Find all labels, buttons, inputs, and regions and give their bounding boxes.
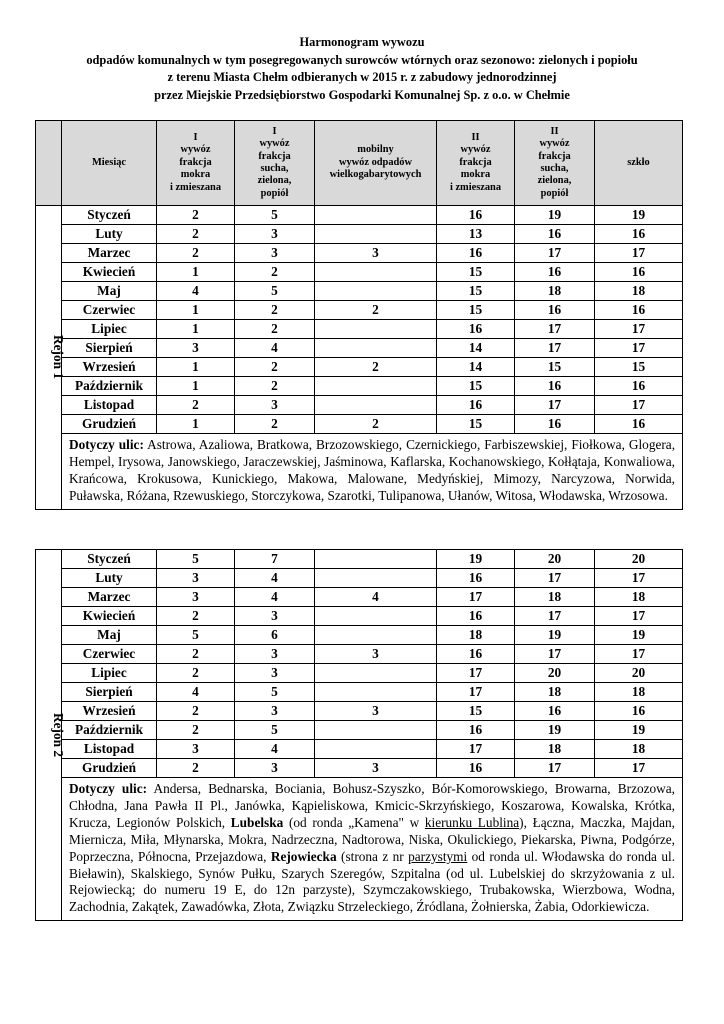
second-dry-cell: 16 <box>515 263 595 282</box>
glass-cell: 20 <box>595 550 683 569</box>
month-cell: Wrzesień <box>62 702 157 721</box>
second-wet-cell: 14 <box>437 339 515 358</box>
month-cell: Listopad <box>62 396 157 415</box>
first-dry-cell: 2 <box>235 263 315 282</box>
glass-cell: 20 <box>595 664 683 683</box>
second-wet-cell: 16 <box>437 569 515 588</box>
first-dry-cell: 6 <box>235 626 315 645</box>
second-dry-cell: 19 <box>515 626 595 645</box>
glass-cell: 17 <box>595 339 683 358</box>
month-cell: Grudzień <box>62 415 157 434</box>
first-wet-cell: 1 <box>157 415 235 434</box>
month-cell: Kwiecień <box>62 607 157 626</box>
column-header-line: zielona, <box>537 175 572 187</box>
table-row <box>36 396 683 415</box>
month-cell: Marzec <box>62 588 157 607</box>
column-header-month: Miesiąc <box>62 121 157 206</box>
second-wet-cell: 16 <box>437 396 515 415</box>
first-wet-cell: 2 <box>157 759 235 778</box>
bulky-cell <box>315 396 437 415</box>
column-header-line: wielkogabarytowych <box>329 169 422 181</box>
first-wet-cell: 1 <box>157 377 235 396</box>
first-wet-cell: 2 <box>157 721 235 740</box>
streets-list-part: (od ronda „Kamena" w <box>288 814 420 830</box>
column-header-line: II <box>550 125 559 137</box>
glass-cell: 17 <box>595 244 683 263</box>
header-blank-cell <box>36 121 62 206</box>
glass-cell: 18 <box>595 588 683 607</box>
second-wet-cell: 15 <box>437 377 515 396</box>
column-header-line: frakcja <box>538 150 571 162</box>
first-dry-cell: 5 <box>235 206 315 225</box>
bulky-cell <box>315 607 437 626</box>
bulky-cell <box>315 626 437 645</box>
second-dry-cell: 16 <box>515 702 595 721</box>
column-header-bulky <box>315 121 437 206</box>
bulky-cell: 2 <box>315 415 437 434</box>
first-wet-cell: 2 <box>157 607 235 626</box>
table-row <box>36 358 683 377</box>
first-wet-cell: 3 <box>157 588 235 607</box>
glass-cell: 19 <box>595 206 683 225</box>
second-wet-cell: 19 <box>437 550 515 569</box>
bulky-cell <box>315 740 437 759</box>
column-header-line: sucha, <box>260 163 289 174</box>
month-cell: Wrzesień <box>62 358 157 377</box>
second-wet-cell: 16 <box>437 607 515 626</box>
bulky-cell <box>315 683 437 702</box>
column-header-line: sucha, <box>540 163 569 174</box>
table-row <box>36 415 683 434</box>
second-dry-cell: 17 <box>515 320 595 339</box>
column-header-line: zielona, <box>257 175 292 187</box>
second-dry-cell: 17 <box>515 607 595 626</box>
first-dry-cell: 3 <box>235 607 315 626</box>
streets-list-part: od ronda ul. Włodawska do ronda ul. Bieławin), Skalskiego, Synów Pułku, Szarych Szeregów, Szpitalna (od ul. Lubelskiej do skrzyżowania z ul. Rejowiecką; do numeru 19 E, do 12n parzyste), Szymczakowskiego, Trubakowska, Wierzbowa, Wodna, Zachodnia, Zakątek, Zawadówka, Złota, Związku Strzeleckiego, Źródlana, Żołnierska, Żabia, Odorkiewicza. <box>69 848 676 915</box>
bulky-cell: 3 <box>315 759 437 778</box>
column-header-line: i zmieszana <box>169 181 222 193</box>
month-cell: Lipiec <box>62 664 157 683</box>
column-header-line: mokra <box>460 169 491 181</box>
streets-row <box>36 778 683 921</box>
month-cell: Luty <box>62 225 157 244</box>
second-dry-cell: 16 <box>515 415 595 434</box>
second-dry-cell: 15 <box>515 358 595 377</box>
first-wet-cell: 3 <box>157 339 235 358</box>
first-dry-cell: 3 <box>235 759 315 778</box>
second-wet-cell: 13 <box>437 225 515 244</box>
table-row <box>36 626 683 645</box>
second-dry-cell: 17 <box>515 396 595 415</box>
table-row <box>36 206 683 225</box>
bulky-cell <box>315 721 437 740</box>
first-wet-cell: 2 <box>157 225 235 244</box>
table-row <box>36 759 683 778</box>
streets-row <box>36 434 683 510</box>
table-row <box>36 607 683 626</box>
second-dry-cell: 20 <box>515 550 595 569</box>
bulky-cell <box>315 339 437 358</box>
second-wet-cell: 16 <box>437 759 515 778</box>
second-dry-cell: 19 <box>515 721 595 740</box>
second-wet-cell: 18 <box>437 626 515 645</box>
second-wet-cell: 15 <box>437 301 515 320</box>
streets-list-part: (strona z nr <box>341 848 404 864</box>
month-cell: Listopad <box>62 740 157 759</box>
first-dry-cell: 3 <box>235 396 315 415</box>
table-row <box>36 702 683 721</box>
glass-cell: 19 <box>595 626 683 645</box>
table-row <box>36 225 683 244</box>
first-dry-cell: 2 <box>235 301 315 320</box>
bulky-cell: 4 <box>315 588 437 607</box>
first-wet-cell: 4 <box>157 683 235 702</box>
glass-cell: 17 <box>595 396 683 415</box>
second-wet-cell: 17 <box>437 588 515 607</box>
bulky-cell <box>315 569 437 588</box>
schedule-table-rejon-1 <box>35 120 683 510</box>
bulky-cell: 2 <box>315 301 437 320</box>
underlined-direction: kierunku Lublina <box>424 814 520 830</box>
table-row <box>36 263 683 282</box>
column-header-line: popiół <box>540 187 569 199</box>
month-cell: Czerwiec <box>62 301 157 320</box>
bulky-cell <box>315 377 437 396</box>
month-cell: Luty <box>62 569 157 588</box>
first-dry-cell: 3 <box>235 225 315 244</box>
region-label-cell <box>36 550 66 921</box>
first-dry-cell: 2 <box>235 320 315 339</box>
first-dry-cell: 5 <box>235 282 315 301</box>
streets-list: Astrowa, Azaliowa, Bratkowa, Brzozowskiego, Czernickiego, Farbiszewskiej, Fiołkowa, Glogera, Hempel, Irysowa, Janowskiego, Jaraczewskiej, Jaśminowa, Kaflarska, Kochanowskiego, Kołłątaja, Konwaliowa, Krańcowa, Krokusowa, Kunickiego, Makowa, Malowane, Medyńskiej, Mimozy, Narcyzowa, Norwida, Puławska, Różana, Rzewuskiego, Storczykowa, Szarotki, Tulipanowa, Ułanów, Witosa, Włodawska, Wrzosowa. <box>69 437 676 503</box>
month-cell: Grudzień <box>62 759 157 778</box>
first-dry-cell: 5 <box>235 721 315 740</box>
table-row <box>36 244 683 263</box>
document-header <box>0 34 724 104</box>
second-wet-cell: 17 <box>437 664 515 683</box>
glass-cell: 16 <box>595 702 683 721</box>
first-wet-cell: 3 <box>157 569 235 588</box>
second-wet-cell: 17 <box>437 683 515 702</box>
column-header-second-dry <box>515 121 595 206</box>
table-row <box>36 320 683 339</box>
first-dry-cell: 3 <box>235 244 315 263</box>
first-wet-cell: 4 <box>157 282 235 301</box>
second-wet-cell: 15 <box>437 415 515 434</box>
header-line-3: z terenu Miasta Chełm odbieranych w 2015 r. z zabudowy jednorodzinnej <box>167 70 557 85</box>
column-header-line: i zmieszana <box>449 181 502 193</box>
glass-cell: 17 <box>595 320 683 339</box>
bulky-cell <box>315 206 437 225</box>
table-row <box>36 664 683 683</box>
glass-cell: 17 <box>595 645 683 664</box>
header-line-2: odpadów komunalnych w tym posegregowanych surowców wtórnych oraz sezonowo: zielonych i popiołu <box>86 52 638 67</box>
underlined-even-numbers: parzystymi <box>408 848 468 864</box>
column-header-line: wywóz odpadów <box>338 156 413 168</box>
first-wet-cell: 1 <box>157 358 235 377</box>
first-dry-cell: 2 <box>235 377 315 396</box>
second-wet-cell: 14 <box>437 358 515 377</box>
glass-cell: 18 <box>595 282 683 301</box>
column-header-line: I <box>272 125 277 137</box>
rejon-2-body <box>36 550 683 921</box>
month-cell: Styczeń <box>62 206 157 225</box>
schedule-table-rejon-2 <box>35 549 683 921</box>
column-header-line: mobilny <box>357 144 394 156</box>
column-header-line: wywóz <box>460 144 491 156</box>
month-cell: Czerwiec <box>62 645 157 664</box>
glass-cell: 17 <box>595 759 683 778</box>
second-dry-cell: 17 <box>515 569 595 588</box>
month-cell: Maj <box>62 626 157 645</box>
first-wet-cell: 5 <box>157 626 235 645</box>
first-dry-cell: 7 <box>235 550 315 569</box>
second-wet-cell: 16 <box>437 206 515 225</box>
first-wet-cell: 2 <box>157 664 235 683</box>
table-row <box>36 377 683 396</box>
second-dry-cell: 18 <box>515 740 595 759</box>
first-wet-cell: 2 <box>157 396 235 415</box>
first-dry-cell: 2 <box>235 415 315 434</box>
table-row <box>36 569 683 588</box>
table-row <box>36 588 683 607</box>
second-wet-cell: 17 <box>437 740 515 759</box>
column-header-line: wywóz <box>180 144 211 156</box>
bulky-cell <box>315 550 437 569</box>
column-header-first-dry <box>235 121 315 206</box>
streets-list-part: Andersa, Bednarska, Bociania, Bohusz-Szyszko, Bór-Komorowskiego, Browarna, Brzozowa, Chłodna, Jana Pawła II Pl., Janówka, Kąpieliskowa, Kmicic-Skrzyńskiego, Koszarowa, Kowalska, Krótka, Krucza, Legionów Polskich, <box>69 781 676 830</box>
second-dry-cell: 16 <box>515 377 595 396</box>
column-header-line: wywóz <box>539 138 570 150</box>
column-header-line: II <box>471 131 480 143</box>
bulky-cell <box>315 320 437 339</box>
bulky-cell: 2 <box>315 358 437 377</box>
table-row <box>36 301 683 320</box>
header-title: Harmonogram wywozu <box>299 35 425 49</box>
second-wet-cell: 15 <box>437 702 515 721</box>
first-wet-cell: 2 <box>157 702 235 721</box>
first-wet-cell: 5 <box>157 550 235 569</box>
first-dry-cell: 5 <box>235 683 315 702</box>
first-dry-cell: 3 <box>235 702 315 721</box>
streets-list-part: ), Łączna, Maczka, Majdan, Miernicza, Miła, Młynarska, Mokra, Nadrzeczna, Nadtorowa, Niska, Okulickiego, Piekarska, Piwna, Podgórze, Poprzeczna, Północna, Przejazdowa, <box>69 814 675 864</box>
second-dry-cell: 17 <box>515 244 595 263</box>
glass-cell: 18 <box>595 683 683 702</box>
second-dry-cell: 17 <box>515 645 595 664</box>
second-wet-cell: 16 <box>437 721 515 740</box>
streets-cell <box>62 434 683 510</box>
column-header-line: szkło <box>627 156 650 168</box>
column-header-glass <box>595 121 683 206</box>
second-dry-cell: 18 <box>515 282 595 301</box>
month-cell: Sierpień <box>62 339 157 358</box>
table-row <box>36 339 683 358</box>
month-cell: Marzec <box>62 244 157 263</box>
month-cell: Październik <box>62 721 157 740</box>
table-row <box>36 740 683 759</box>
first-wet-cell: 1 <box>157 320 235 339</box>
first-wet-cell: 2 <box>157 645 235 664</box>
table-row <box>36 683 683 702</box>
second-dry-cell: 20 <box>515 664 595 683</box>
region-label: Rejon 2 <box>50 713 66 758</box>
table-row <box>36 645 683 664</box>
first-wet-cell: 1 <box>157 301 235 320</box>
table-row <box>36 550 683 569</box>
glass-cell: 17 <box>595 607 683 626</box>
glass-cell: 19 <box>595 721 683 740</box>
month-cell: Styczeń <box>62 550 157 569</box>
bulky-cell: 3 <box>315 244 437 263</box>
second-dry-cell: 18 <box>515 683 595 702</box>
second-wet-cell: 16 <box>437 244 515 263</box>
glass-cell: 16 <box>595 225 683 244</box>
column-header-line: popiół <box>260 187 289 199</box>
second-wet-cell: 16 <box>437 320 515 339</box>
table-row <box>36 721 683 740</box>
bulky-cell: 3 <box>315 702 437 721</box>
first-dry-cell: 2 <box>235 358 315 377</box>
first-wet-cell: 2 <box>157 206 235 225</box>
column-header-line: wywóz <box>259 138 290 150</box>
table-row <box>36 282 683 301</box>
street-lubelska: Lubelska <box>230 814 284 830</box>
rejon-1-body <box>36 206 683 510</box>
first-dry-cell: 4 <box>235 588 315 607</box>
column-header-line: mokra <box>180 169 211 181</box>
column-header-second-wet <box>437 121 515 206</box>
region-label: Rejon 1 <box>50 335 66 380</box>
column-header-line: frakcja <box>459 156 492 168</box>
glass-cell: 15 <box>595 358 683 377</box>
month-cell: Kwiecień <box>62 263 157 282</box>
month-cell: Sierpień <box>62 683 157 702</box>
bulky-cell <box>315 664 437 683</box>
first-dry-cell: 3 <box>235 645 315 664</box>
glass-cell: 16 <box>595 301 683 320</box>
second-dry-cell: 16 <box>515 225 595 244</box>
second-wet-cell: 15 <box>437 282 515 301</box>
glass-cell: 16 <box>595 377 683 396</box>
first-dry-cell: 3 <box>235 664 315 683</box>
first-wet-cell: 1 <box>157 263 235 282</box>
glass-cell: 18 <box>595 740 683 759</box>
glass-cell: 16 <box>595 415 683 434</box>
streets-cell <box>62 778 683 921</box>
first-dry-cell: 4 <box>235 569 315 588</box>
second-dry-cell: 19 <box>515 206 595 225</box>
first-wet-cell: 2 <box>157 244 235 263</box>
glass-cell: 17 <box>595 569 683 588</box>
table-header-row <box>36 121 683 206</box>
streets-label: Dotyczy ulic: <box>69 781 148 796</box>
bulky-cell <box>315 263 437 282</box>
bulky-cell <box>315 282 437 301</box>
month-cell: Maj <box>62 282 157 301</box>
month-cell: Lipiec <box>62 320 157 339</box>
column-header-line: I <box>193 131 198 143</box>
streets-label: Dotyczy ulic: <box>69 437 144 452</box>
second-wet-cell: 16 <box>437 645 515 664</box>
bulky-cell: 3 <box>315 645 437 664</box>
second-dry-cell: 18 <box>515 588 595 607</box>
second-dry-cell: 16 <box>515 301 595 320</box>
column-header-first-wet <box>157 121 235 206</box>
second-dry-cell: 17 <box>515 759 595 778</box>
first-wet-cell: 3 <box>157 740 235 759</box>
month-cell: Październik <box>62 377 157 396</box>
region-label-cell <box>36 206 66 510</box>
second-dry-cell: 17 <box>515 339 595 358</box>
first-dry-cell: 4 <box>235 339 315 358</box>
header-line-4: przez Miejskie Przedsiębiorstwo Gospodarki Komunalnej Sp. z o.o. w Chełmie <box>154 87 570 102</box>
bulky-cell <box>315 225 437 244</box>
first-dry-cell: 4 <box>235 740 315 759</box>
street-rejowiecka: Rejowiecka <box>270 848 337 864</box>
column-header-line: frakcja <box>258 150 291 162</box>
second-wet-cell: 15 <box>437 263 515 282</box>
column-header-line: frakcja <box>179 156 212 168</box>
glass-cell: 16 <box>595 263 683 282</box>
